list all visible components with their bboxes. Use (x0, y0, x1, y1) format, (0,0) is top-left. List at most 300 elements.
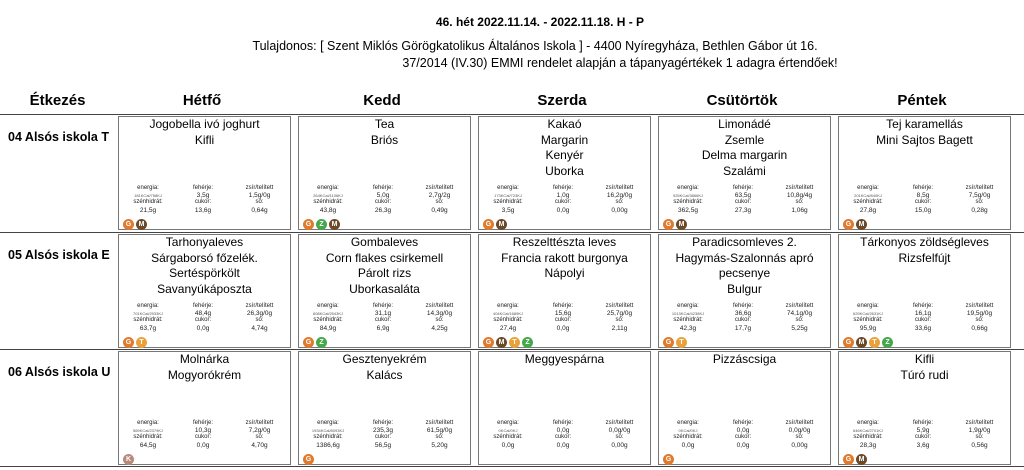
sugar-value: 0,0g (196, 441, 210, 449)
gluten-allergen-icon: G (303, 337, 314, 348)
menu-items (119, 235, 290, 297)
fat-value: 16,2g/0g (606, 192, 633, 200)
carb-label: szénhidrát: (673, 434, 703, 441)
divider (0, 232, 1024, 233)
carb-label: szénhidrát: (853, 434, 883, 441)
gluten-allergen-icon: G (663, 337, 674, 348)
protein-value: 15,6g (554, 310, 572, 318)
sugar-value: 15,0g (914, 206, 932, 214)
sugar-value: 0,0g (556, 441, 570, 449)
row-label-05: 05 Alsós iskola E (8, 248, 110, 262)
menu-item: Gombaleves (350, 235, 419, 249)
nutrition-block (663, 303, 826, 332)
protein-value: 10,3g (194, 427, 212, 435)
salt-label: só: (255, 317, 264, 324)
menu-item: pecsenye (718, 266, 771, 280)
gluten-allergen-icon: G (303, 219, 314, 230)
salt-label: só: (435, 317, 444, 324)
carb-value: 63,7g (139, 324, 157, 332)
sugar-label: cukor: (734, 199, 752, 206)
menu-cell (478, 234, 651, 348)
gluten-allergen-icon: G (663, 454, 674, 465)
carb-label: szénhidrát: (313, 199, 343, 206)
carb-value: 27,4g (499, 324, 517, 332)
protein-value: 235,3g (373, 427, 393, 435)
gluten-allergen-icon: G (483, 219, 494, 230)
nutrition-block (123, 420, 286, 449)
energy-value: 701KCal/2933KJ (132, 311, 164, 317)
nutrition-block (843, 420, 1006, 449)
nutrition-block (483, 185, 646, 214)
menu-cell (478, 116, 651, 230)
menu-item: Túró rudi (900, 367, 949, 382)
energy-label: energia: (857, 185, 879, 191)
protein-value: 5,9g (916, 427, 930, 435)
gluten-allergen-icon: G (843, 337, 854, 348)
nutrition-block (303, 420, 466, 449)
sugar-label: cukor: (374, 434, 392, 441)
allergen-icons (843, 337, 893, 348)
celery-allergen-icon: Z (316, 337, 327, 348)
fat-label: zsír/telített (785, 420, 814, 426)
allergen-icons (663, 454, 674, 465)
celery-allergen-icon: Z (522, 337, 533, 348)
carb-label: szénhidrát: (853, 317, 883, 324)
protein-label: fehérje: (372, 185, 393, 191)
protein-label: fehérje: (372, 303, 393, 309)
egg-allergen-icon: T (136, 337, 147, 348)
salt-label: só: (255, 199, 264, 206)
energy-value: 608KCal/2543KJ (312, 311, 344, 317)
gluten-allergen-icon: G (843, 454, 854, 465)
carb-label: szénhidrát: (493, 317, 523, 324)
menu-items (299, 117, 470, 148)
menu-item: Pizzáscsiga (712, 352, 777, 366)
allergen-icons (303, 219, 340, 230)
gluten-allergen-icon: G (123, 219, 134, 230)
column-header-monday: Hétfő (182, 92, 222, 109)
allergen-icons (303, 337, 327, 348)
menu-item: Kifli (914, 352, 935, 366)
allergen-icons (123, 219, 147, 230)
allergen-icons (663, 219, 687, 230)
carb-label: szénhidrát: (133, 434, 163, 441)
menu-item: Szalámi (723, 163, 766, 178)
energy-label: energia: (317, 303, 339, 309)
sugar-label: cukor: (194, 434, 212, 441)
menu-cell (478, 351, 651, 465)
sugar-label: cukor: (554, 317, 572, 324)
milk-allergen-icon: M (676, 219, 687, 230)
fat-value: 0,0g/0g (788, 427, 811, 435)
fat-label: zsír/telített (785, 185, 814, 191)
nutrition-block (843, 185, 1006, 214)
salt-label: só: (615, 317, 624, 324)
fat-label: zsír/telített (965, 420, 994, 426)
sulfite-allergen-icon: K (123, 454, 134, 465)
protein-label: fehérje: (552, 303, 573, 309)
column-header-wednesday: Szerda (537, 92, 587, 109)
allergen-icons (123, 337, 147, 348)
sugar-label: cukor: (554, 199, 572, 206)
energy-value: 201KCal/840KJ (854, 193, 882, 199)
menu-item: Limonádé (718, 117, 771, 131)
energy-label: energia: (317, 420, 339, 426)
fat-label: zsír/telített (605, 185, 634, 191)
carb-label: szénhidrát: (313, 434, 343, 441)
energy-value: 0KCal/0KJ (678, 428, 698, 434)
salt-value: 0,64g (251, 206, 268, 214)
menu-cell (298, 234, 471, 348)
protein-value: 63,5g (734, 192, 752, 200)
egg-allergen-icon: T (676, 337, 687, 348)
menu-items (839, 235, 1010, 266)
fat-value: 7,5g/0g (968, 192, 991, 200)
carb-label: szénhidrát: (853, 199, 883, 206)
protein-value: 36,6g (734, 310, 752, 318)
energy-label: energia: (137, 185, 159, 191)
energy-value: 404KCal/1689KJ (492, 311, 524, 317)
salt-label: só: (795, 434, 804, 441)
menu-items (839, 352, 1010, 383)
energy-label: energia: (497, 303, 519, 309)
menu-items (119, 117, 290, 148)
sugar-value: 0,0g (556, 324, 570, 332)
fat-label: zsír/telített (245, 303, 274, 309)
protein-label: fehérje: (192, 420, 213, 426)
carb-label: szénhidrát: (313, 317, 343, 324)
energy-value: 0KCal/0KJ (498, 428, 518, 434)
protein-label: fehérje: (552, 420, 573, 426)
menu-item: Uborka (545, 163, 584, 178)
divider (0, 466, 1024, 467)
column-header-tuesday: Kedd (363, 92, 401, 109)
energy-label: energia: (857, 420, 879, 426)
carb-value: 0,0g (501, 441, 515, 449)
fat-label: zsír/telített (245, 420, 274, 426)
menu-item: Savanyúkáposzta (157, 281, 252, 296)
sugar-value: 27,3g (734, 206, 752, 214)
row-label-04: 04 Alsós iskola T (8, 130, 109, 144)
carb-value: 43,8g (319, 206, 337, 214)
menu-item: Delma margarin (701, 148, 788, 162)
protein-label: fehérje: (372, 420, 393, 426)
allergen-icons (123, 454, 134, 465)
energy-label: energia: (857, 303, 879, 309)
carb-value: 42,3g (679, 324, 697, 332)
menu-item: Sárgaborsó főzelék. (151, 250, 258, 265)
fat-value: 10,8g/4g (786, 192, 813, 200)
menu-item: Mogyorókrém (167, 367, 242, 382)
allergen-icons (303, 454, 314, 465)
salt-label: só: (615, 199, 624, 206)
menu-items (119, 352, 290, 383)
menu-items (479, 352, 650, 368)
menu-item: Corn flakes csirkemell (325, 250, 444, 265)
nutrition-block (663, 420, 826, 449)
protein-value: 48,4g (194, 310, 212, 318)
energy-label: energia: (137, 420, 159, 426)
menu-item: Kifli (194, 132, 215, 147)
protein-value: 3,5g (196, 192, 210, 200)
menu-item: Kenyér (545, 148, 584, 162)
menu-item: Tea (374, 117, 395, 131)
fat-value: 25,7g/0g (606, 310, 633, 318)
protein-value: 0,0g (556, 427, 570, 435)
fat-label: zsír/telített (425, 303, 454, 309)
menu-item: Hagymás-Szalonnás apró (675, 250, 814, 265)
salt-label: só: (435, 434, 444, 441)
divider (0, 114, 1024, 115)
menu-cell (658, 351, 831, 465)
salt-label: só: (255, 434, 264, 441)
salt-value: 5,20g (431, 441, 448, 449)
menu-item: Gesztenyekrém (342, 352, 427, 366)
salt-label: só: (435, 199, 444, 206)
sugar-value: 6,9g (376, 324, 390, 332)
menu-items (839, 117, 1010, 148)
energy-value: 181KCal/758KJ (134, 193, 162, 199)
sugar-label: cukor: (914, 199, 932, 206)
menu-item: Paradicsomleves 2. (692, 235, 797, 249)
sugar-label: cukor: (554, 434, 572, 441)
page-title: 46. hét 2022.11.14. - 2022.11.18. H - P (435, 15, 645, 29)
menu-item: Tárkonyos zöldségleves (860, 235, 989, 249)
row-label-06: 06 Alsós iskola U (8, 365, 111, 379)
menu-item: Kakaó (547, 117, 582, 131)
energy-value: 629KCal/2631KJ (852, 311, 884, 317)
salt-value: 0,00g (611, 206, 628, 214)
nutrition-block (483, 420, 646, 449)
protein-label: fehérje: (552, 185, 573, 191)
milk-allergen-icon: M (329, 219, 340, 230)
divider (0, 349, 1024, 350)
energy-value: 264KCal/1106KJ (313, 193, 343, 199)
menu-item: Margarin (540, 132, 589, 147)
gluten-allergen-icon: G (303, 454, 314, 465)
fat-label: zsír/telített (605, 303, 634, 309)
carb-value: 28,3g (859, 441, 877, 449)
menu-item: Meggyespárna (524, 352, 605, 366)
protein-label: fehérje: (192, 303, 213, 309)
nutrition-block (483, 303, 646, 332)
milk-allergen-icon: M (856, 454, 867, 465)
egg-allergen-icon: T (509, 337, 520, 348)
energy-label: energia: (317, 185, 339, 191)
fat-value: 19,5g/0g (966, 310, 993, 318)
menu-item: Párolt rizs (357, 266, 412, 280)
energy-value: 569KCal/2379KJ (132, 428, 164, 434)
sugar-label: cukor: (374, 199, 392, 206)
menu-item: Jogobella ivó joghurt (149, 117, 260, 131)
menu-item: Molnárka (179, 352, 230, 366)
carb-value: 95,9g (859, 324, 877, 332)
menu-item: Nápolyi (544, 266, 585, 280)
carb-value: 0,0g (681, 441, 695, 449)
column-header-thursday: Csütörtök (706, 92, 778, 109)
gluten-allergen-icon: G (483, 337, 494, 348)
salt-label: só: (975, 434, 984, 441)
fat-label: zsír/telített (605, 420, 634, 426)
nutrition-block (123, 185, 286, 214)
carb-label: szénhidrát: (673, 317, 703, 324)
menu-item: Mini Sajtos Bagett (876, 132, 973, 147)
menu-cell (658, 116, 831, 230)
fat-value: 1,9g/0g (968, 427, 991, 435)
sugar-value: 13,6g (194, 206, 212, 214)
protein-label: fehérje: (732, 303, 753, 309)
salt-value: 0,28g (971, 206, 988, 214)
protein-value: 1,0g (556, 192, 570, 200)
energy-value: 173KCal/723KJ (494, 193, 522, 199)
sugar-label: cukor: (374, 317, 392, 324)
energy-label: energia: (677, 303, 699, 309)
milk-allergen-icon: M (856, 219, 867, 230)
fat-label: zsír/telített (245, 185, 274, 191)
sugar-value: 17,7g (734, 324, 752, 332)
gluten-allergen-icon: G (123, 337, 134, 348)
protein-value: 8,5g (916, 192, 930, 200)
salt-value: 4,25g (431, 324, 448, 332)
carb-label: szénhidrát: (493, 434, 523, 441)
allergen-icons (663, 337, 687, 348)
protein-value: 0,0g (736, 427, 750, 435)
sugar-value: 33,6g (914, 324, 932, 332)
fat-label: zsír/telített (425, 185, 454, 191)
fat-value: 7,2g/0g (248, 427, 271, 435)
sugar-value: 26,3g (374, 206, 392, 214)
fat-value: 26,3g/0g (246, 310, 273, 318)
sugar-value: 3,6g (916, 441, 930, 449)
energy-label: energia: (677, 185, 699, 191)
column-header-meal: Étkezés (29, 92, 86, 109)
fat-label: zsír/telített (965, 303, 994, 309)
fat-label: zsír/telített (785, 303, 814, 309)
carb-label: szénhidrát: (133, 317, 163, 324)
fat-value: 1,5g/0g (248, 192, 271, 200)
salt-label: só: (975, 317, 984, 324)
allergen-icons (483, 337, 533, 348)
menu-item: Kalács (366, 367, 403, 382)
energy-label: energia: (497, 185, 519, 191)
menu-cell (298, 351, 471, 465)
sugar-value: 56,5g (374, 441, 392, 449)
carb-label: szénhidrát: (133, 199, 163, 206)
nutrition-block (843, 303, 1006, 332)
menu-item: Tarhonyaleves (165, 235, 244, 249)
sugar-value: 0,0g (736, 441, 750, 449)
menu-items (299, 235, 470, 297)
menu-item: Bulgur (727, 281, 762, 296)
carb-value: 84,9g (319, 324, 337, 332)
milk-allergen-icon: M (856, 337, 867, 348)
gluten-allergen-icon: G (843, 219, 854, 230)
gluten-allergen-icon: G (663, 219, 674, 230)
protein-value: 31,1g (374, 310, 392, 318)
sugar-label: cukor: (734, 434, 752, 441)
sugar-value: 0,0g (196, 324, 210, 332)
carb-value: 21,5g (139, 206, 157, 214)
salt-value: 0,00g (611, 441, 628, 449)
protein-label: fehérje: (912, 303, 933, 309)
salt-label: só: (975, 199, 984, 206)
menu-item: Reszelttészta leves (512, 235, 617, 249)
allergen-icons (483, 219, 507, 230)
salt-value: 2,11g (611, 324, 628, 332)
nutrition-block (663, 185, 826, 214)
protein-label: fehérje: (732, 420, 753, 426)
salt-value: 0,66g (971, 324, 988, 332)
fat-value: 2,7g/2g (428, 192, 451, 200)
nutrition-block (303, 303, 466, 332)
salt-label: só: (795, 199, 804, 206)
carb-value: 1386,6g (316, 441, 340, 449)
protein-label: fehérje: (912, 185, 933, 191)
sugar-label: cukor: (194, 199, 212, 206)
salt-value: 4,70g (251, 441, 268, 449)
nutrition-block (303, 185, 466, 214)
carb-label: szénhidrát: (493, 199, 523, 206)
menu-item: Uborkasaláta (349, 281, 420, 296)
protein-label: fehérje: (732, 185, 753, 191)
protein-value: 5,0g (376, 192, 390, 200)
sugar-value: 0,0g (556, 206, 570, 214)
menu-cell (838, 116, 1011, 230)
menu-item: Sertéspörkölt (169, 266, 240, 280)
salt-value: 5,25g (791, 324, 808, 332)
celery-allergen-icon: Z (882, 337, 893, 348)
egg-allergen-icon: T (869, 337, 880, 348)
energy-value: 1013KCal/4238KJ (671, 311, 705, 317)
menu-item: Tej karamellás (886, 117, 963, 131)
carb-value: 64,5g (139, 441, 157, 449)
menu-item: Briós (370, 132, 399, 147)
menu-cell (658, 234, 831, 348)
protein-label: fehérje: (192, 185, 213, 191)
carb-value: 27,8g (859, 206, 877, 214)
menu-cell (838, 351, 1011, 465)
allergen-icons (843, 219, 867, 230)
menu-items (479, 117, 650, 179)
menu-cell (118, 116, 291, 230)
menu-item: Rizsfelfújt (898, 250, 951, 265)
fat-label: zsír/telített (425, 420, 454, 426)
menu-cell (838, 234, 1011, 348)
salt-label: só: (795, 317, 804, 324)
energy-value: 646KCal/2701KJ (852, 428, 884, 434)
protein-label: fehérje: (912, 420, 933, 426)
column-header-friday: Péntek (897, 92, 947, 109)
menu-items (299, 352, 470, 383)
celery-allergen-icon: Z (316, 219, 327, 230)
energy-value: 925KCal/3866KJ (672, 193, 704, 199)
menu-items (659, 117, 830, 179)
fat-label: zsír/telített (965, 185, 994, 191)
carb-value: 362,5g (678, 206, 698, 214)
protein-value: 16,1g (914, 310, 932, 318)
energy-label: energia: (137, 303, 159, 309)
menu-items (479, 235, 650, 282)
salt-label: só: (615, 434, 624, 441)
menu-item: Zsemle (724, 132, 765, 147)
nutrition-block (123, 303, 286, 332)
milk-allergen-icon: M (496, 337, 507, 348)
salt-value: 4,74g (251, 324, 268, 332)
regulation-note: 37/2014 (IV.30) EMMI rendelet alapján a tápanyagértékek 1 adagra értendőek! (402, 56, 838, 70)
sugar-label: cukor: (914, 434, 932, 441)
energy-label: energia: (677, 420, 699, 426)
salt-value: 0,00g (791, 441, 808, 449)
